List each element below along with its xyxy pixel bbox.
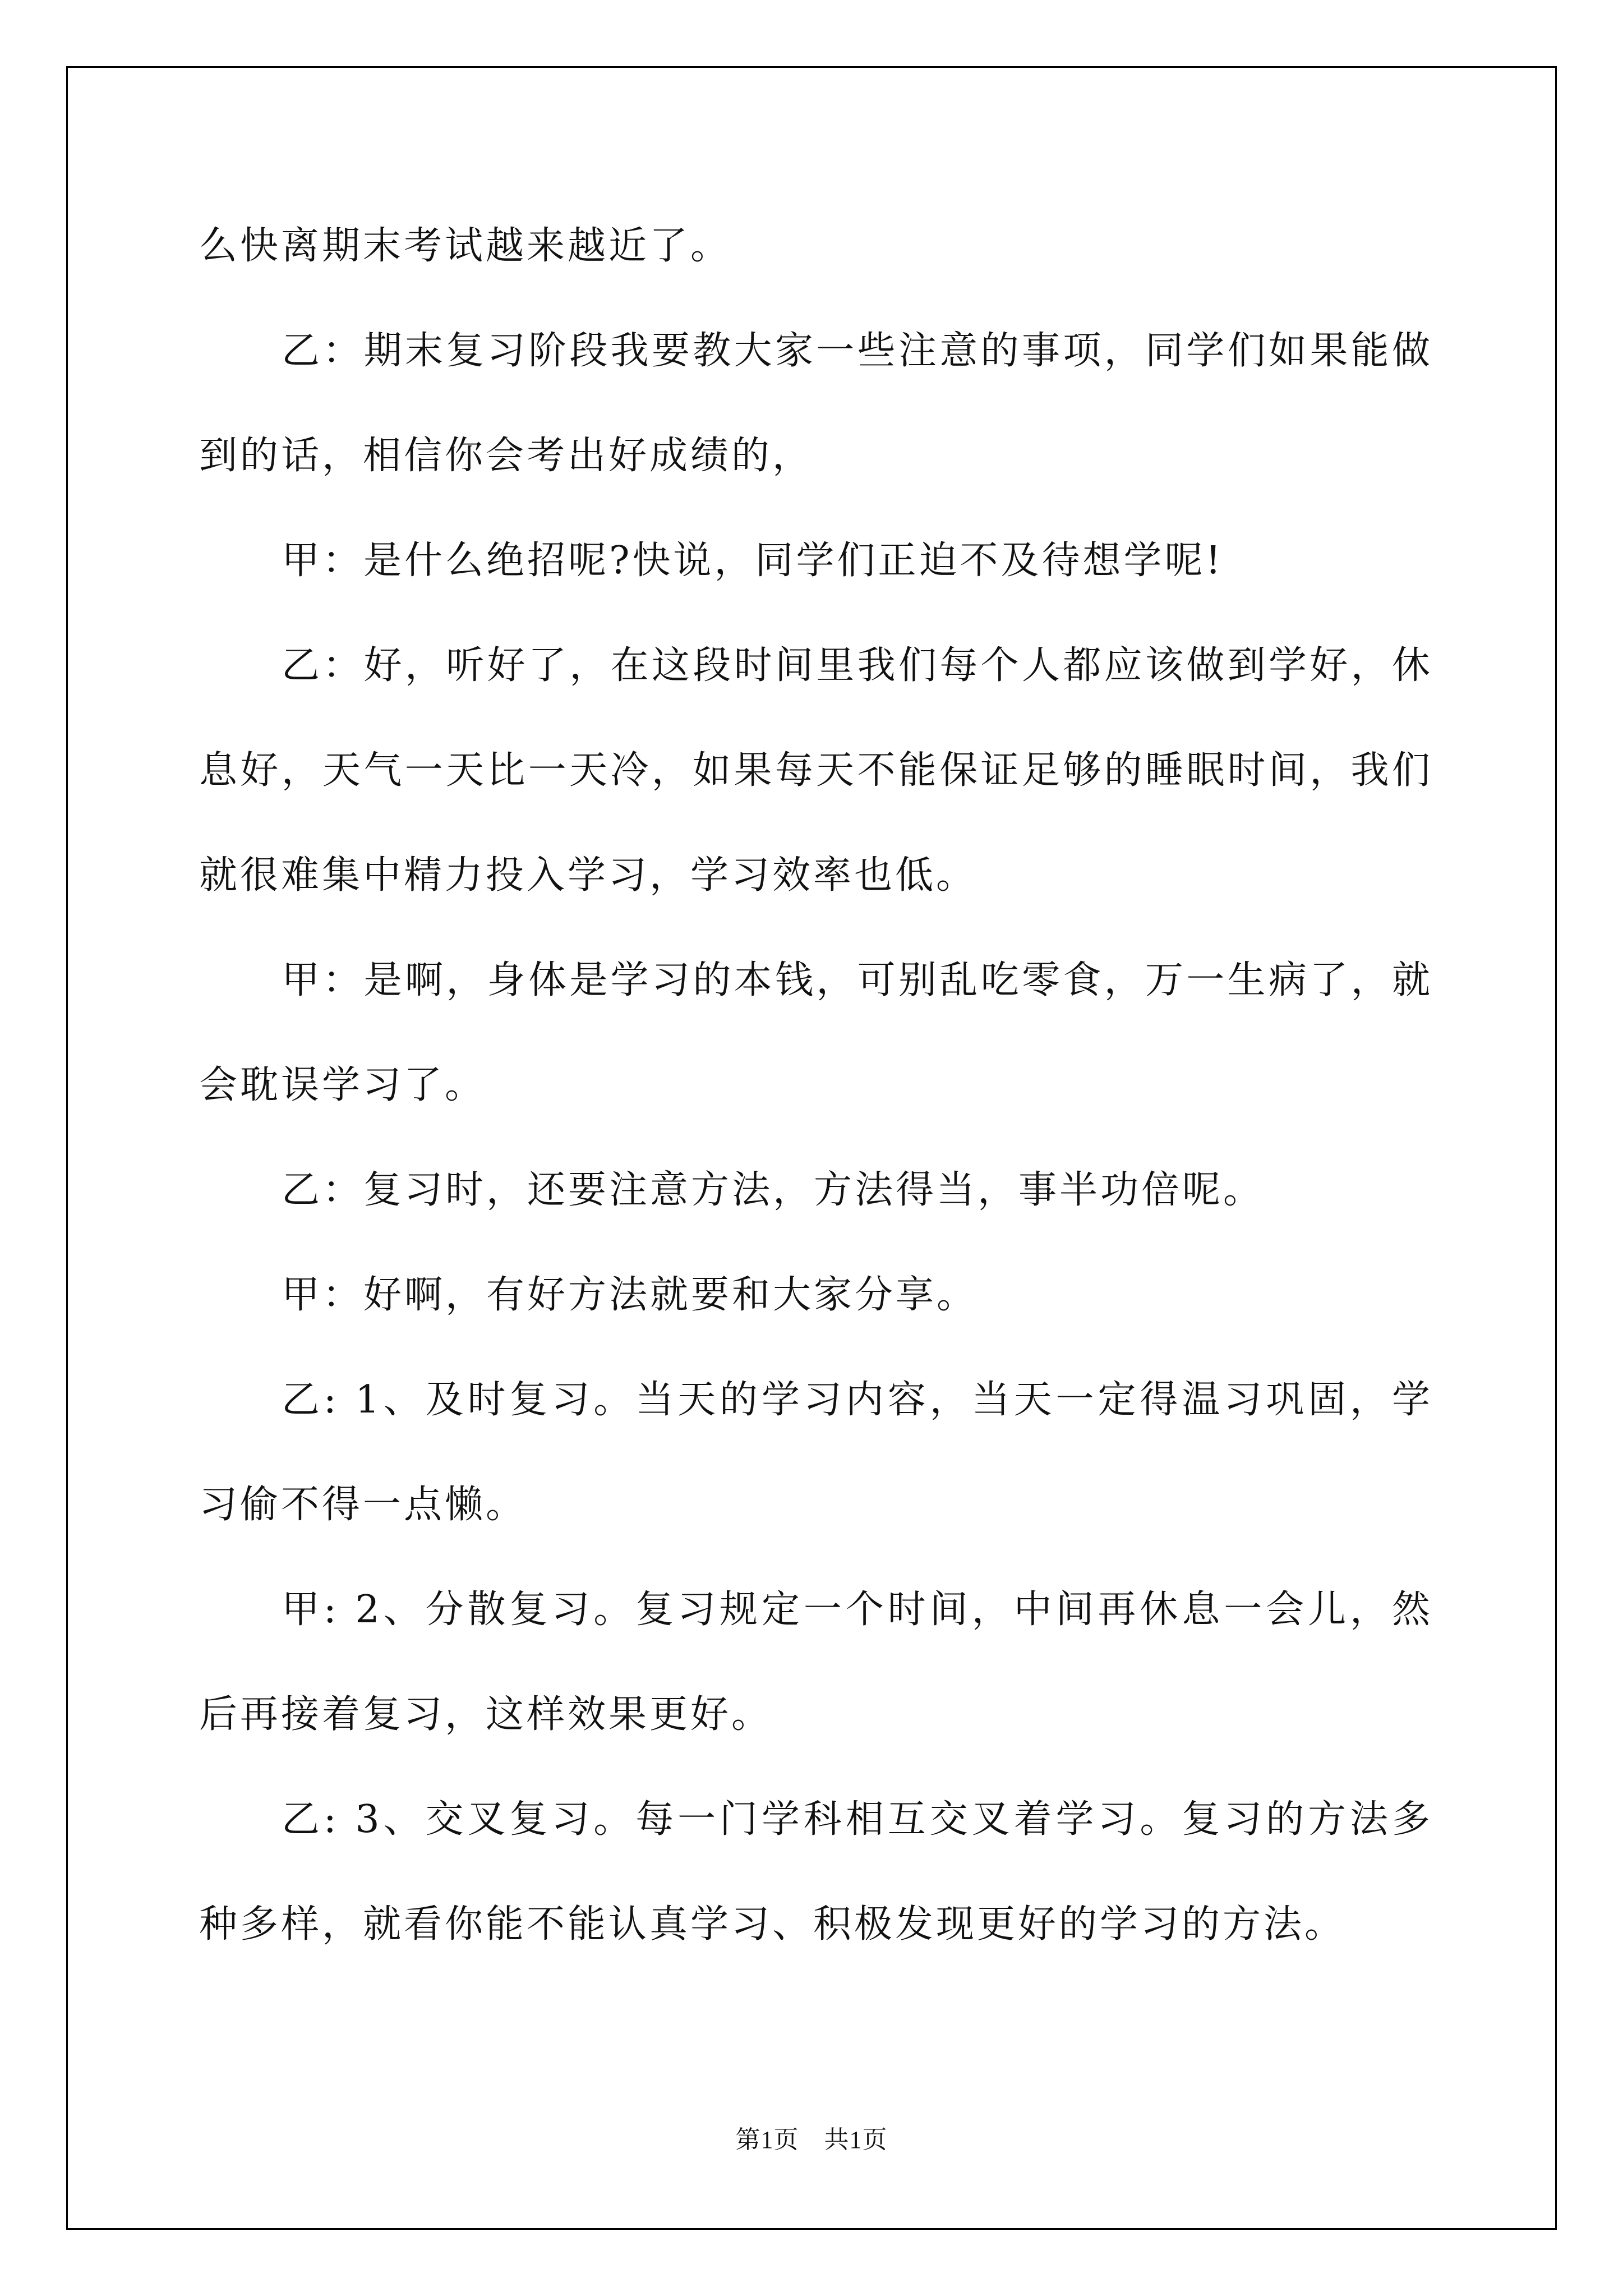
paragraph: 乙：期末复习阶段我要教大家一些注意的事项，同学们如果能做到的话，相信你会考出好成绩的， — [199, 329, 1433, 478]
paragraph: 甲：是什么绝招呢?快说，同学们正迫不及待想学呢! — [282, 539, 1224, 583]
page-footer: 第1页 共1页 — [735, 2126, 888, 2154]
paragraph: 乙：复习时，还要注意方法，方法得当，事半功倍呢。 — [282, 1168, 1265, 1212]
paragraph: 乙: 1、及时复习。当天的学习内容，当天一定得温习巩固，学习偷不得一点懒。 — [199, 1378, 1433, 1527]
paragraph: 乙：好，听好了，在这段时间里我们每个人都应该做到学好，休息好，天气一天比一天冷，如果每天不能保证足够的睡眠时间，我们就很难集中精力投入学习，学习效率也低。 — [199, 643, 1433, 898]
paragraph: 甲：是啊，身体是学习的本钱，可别乱吃零食，万一生病了，就会耽误学习了。 — [199, 958, 1433, 1107]
paragraph-continuation: 么快离期末考试越来越近了。 — [199, 224, 732, 268]
paragraph: 甲: 2、分散复习。复习规定一个时间，中间再休息一会儿，然后再接着复习，这样效果更好。 — [199, 1588, 1433, 1737]
document-body — [199, 194, 1433, 1977]
paragraph: 乙: 3、交叉复习。每一门学科相互交叉着学习。复习的方法多种多样，就看你能不能认真学习、积极发现更好的学习的方法。 — [199, 1797, 1433, 1947]
paragraph: 甲：好啊，有好方法就要和大家分享。 — [282, 1273, 978, 1317]
